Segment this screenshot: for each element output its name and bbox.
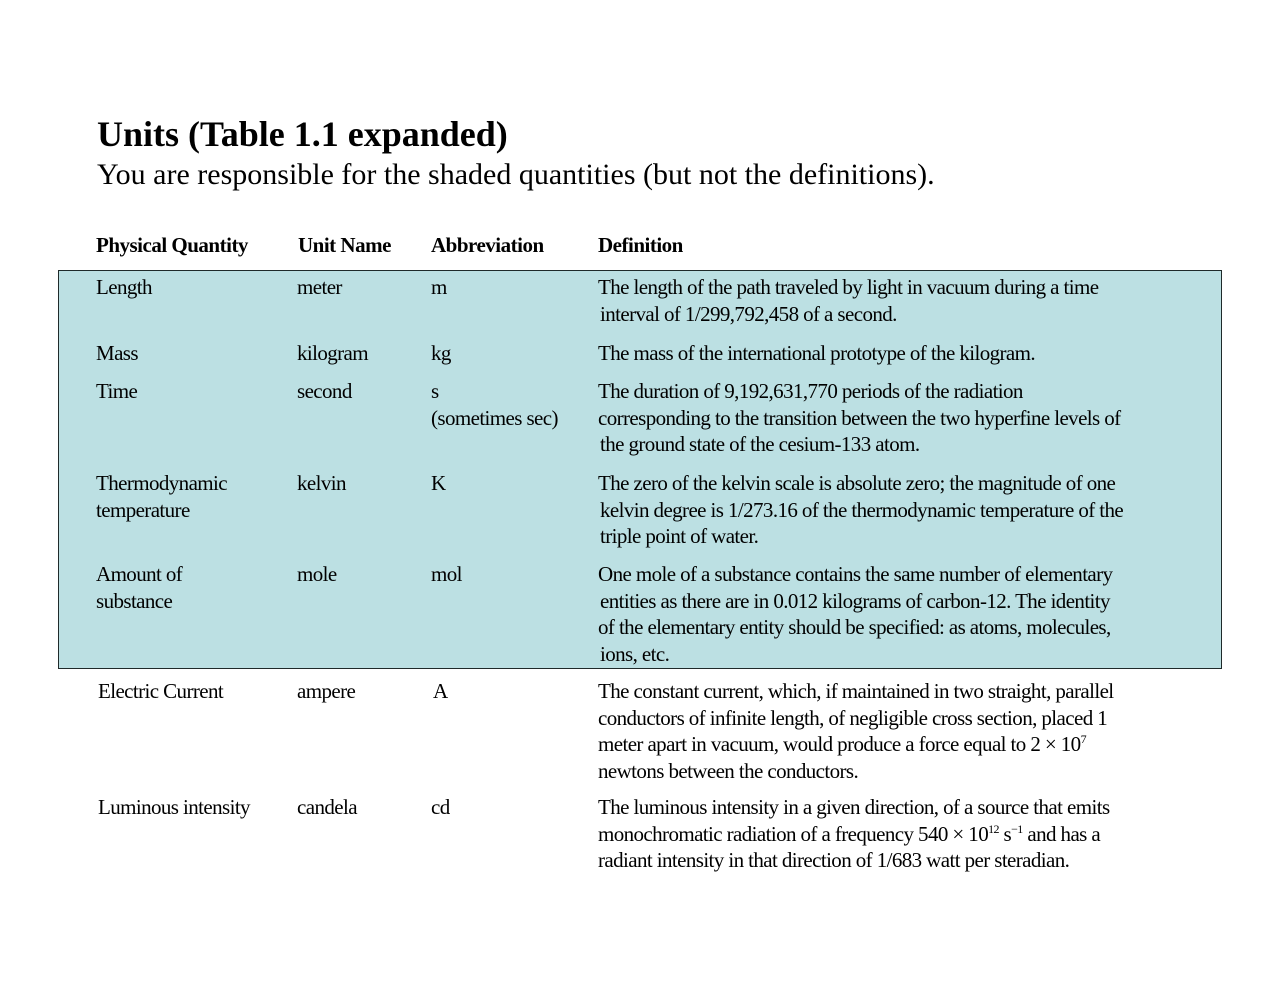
header-abbreviation: Abbreviation [431,233,544,257]
abbreviation: mol [431,562,462,586]
definition: The zero of the kelvin scale is absolute zero; the magnitude of one kelvin degree is 1/273.16 of the thermodynamic temperature of the triple point of water. [598,471,1124,548]
unit-name: mole [297,562,337,586]
unit-name: meter [297,275,342,299]
abbreviation-note: (sometimes sec) [431,405,558,430]
quantity-name: Amount of [96,562,183,586]
quantity-name: Length [96,275,152,299]
definition: The luminous intensity in a given direction, of a source that emits monochromatic radiation of a frequency $540 \times 10^{12}$ $s^{-1}$ and has a radiant intensity in that direction of 1/683 watt per steradian. [598,795,1110,872]
abbreviation: K [431,471,446,495]
page-subtitle: You are responsible for the shaded quantities (but not the definitions). [97,158,935,191]
abbreviation: m [431,275,447,299]
abbreviation: kg [431,341,451,365]
header-unit-name: Unit Name [298,233,391,257]
abbreviation: cd [431,795,450,819]
definition: The constant current, which, if maintained in two straight, parallel conductors of infinite length, of negligible cross section, placed 1 meter apart in vacuum, would produce a force equal to $2 \times 10^7$ newtons between the conductors. [598,679,1114,783]
abbreviation: A [433,679,448,703]
definition: One mole of a substance contains the same number of elementary entities as there are in 0.012 kilograms of carbon-12. The identity of the elementary entity should be specified: as atoms, molecules, ions, etc. [598,562,1113,666]
abbreviation: s [431,379,439,403]
unit-name: kelvin [297,471,346,495]
header-definition: Definition [598,233,683,257]
exponent: 12 [988,821,999,836]
definition: The length of the path traveled by light in vacuum during a time interval of 1/299,792,458 of a second. [598,275,1099,326]
unit-name: kilogram [297,341,369,365]
definition: The duration of 9,192,631,770 periods of the radiation corresponding to the transition between the two hyperfine levels of the ground state of the cesium-133 atom. [598,379,1121,456]
quantity-name: Luminous intensity [98,795,250,819]
page-title: Units (Table 1.1 expanded) [97,114,508,154]
definition: The mass of the international prototype of the kilogram. [598,341,1036,365]
exponent: 7 [1080,732,1086,746]
unit-name: ampere [297,679,356,703]
quantity-name: Mass [96,341,138,365]
unit-name: second [297,379,352,403]
quantity-name: Thermodynamic [96,471,227,495]
table-header [0,233,1280,261]
quantity-name: Time [96,379,138,403]
quantity-name-cont: substance [96,588,173,613]
unit-name: candela [297,795,357,819]
exponent: −1 [1011,821,1023,836]
quantity-name-cont: temperature [96,497,190,522]
quantity-name: Electric Current [98,679,224,703]
header-physical-quantity: Physical Quantity [96,233,248,257]
